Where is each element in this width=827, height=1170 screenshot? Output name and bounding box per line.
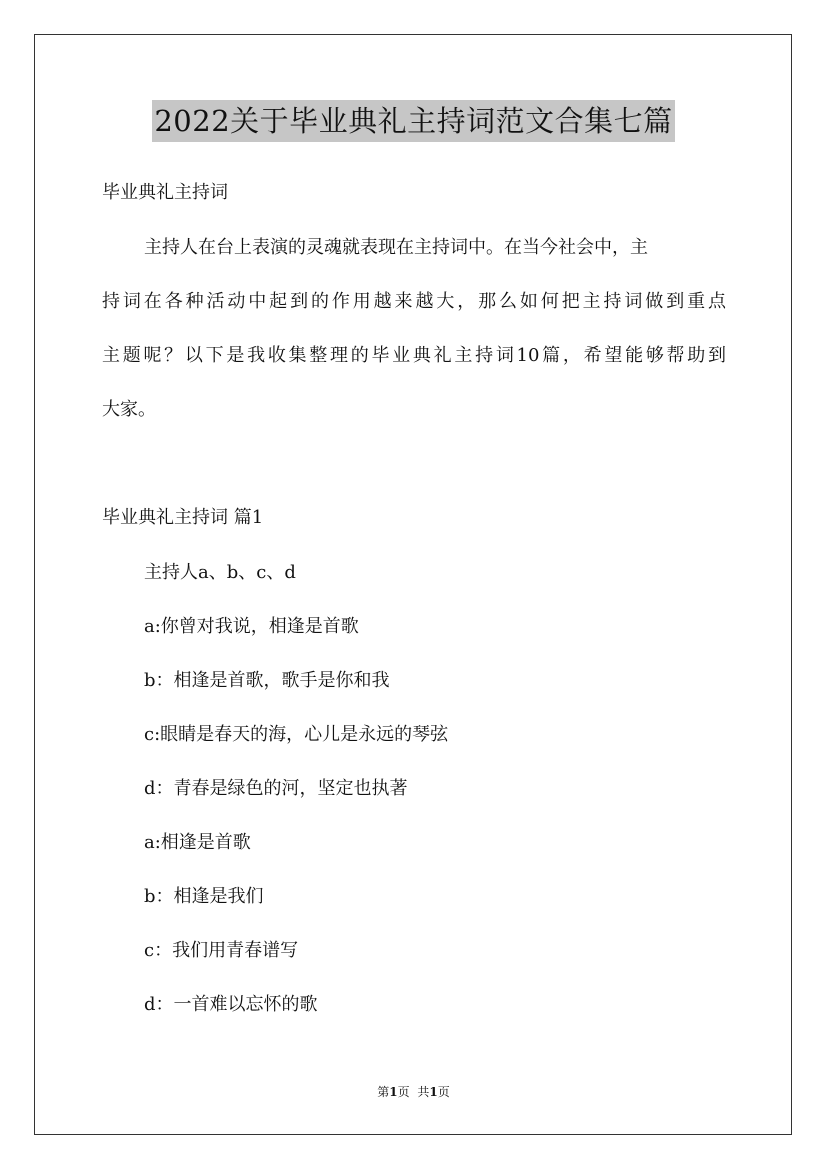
intro-line: 主题呢？以下是我收集整理的毕业典礼主持词10篇，希望能够帮助到 — [102, 345, 726, 366]
footer-page-number: 1 — [389, 1085, 398, 1099]
intro-heading: 毕业典礼主持词 — [102, 182, 228, 203]
footer-page-prefix: 第 — [377, 1085, 390, 1099]
script-line: c:眼睛是春天的海，心儿是永远的琴弦 — [144, 724, 449, 745]
document-title: 2022关于毕业典礼主持词范文合集七篇 — [152, 100, 674, 142]
page-footer — [0, 1084, 827, 1100]
section-heading: 毕业典礼主持词 篇1 — [102, 507, 264, 528]
footer-total-pages: 1 — [429, 1085, 438, 1099]
script-line: d：青春是绿色的河，坚定也执著 — [144, 778, 408, 799]
intro-line: 大家。 — [102, 399, 156, 420]
script-line: a:相逢是首歌 — [144, 832, 251, 853]
footer-page-suffix: 页 — [397, 1085, 410, 1099]
footer-total-prefix: 共 — [417, 1085, 430, 1099]
intro-line: 主持人在台上表演的灵魂就表现在主持词中。在当今社会中，主 — [144, 237, 648, 258]
script-line: b：相逢是我们 — [144, 886, 264, 907]
footer-total-suffix: 页 — [437, 1085, 450, 1099]
script-line: d：一首难以忘怀的歌 — [144, 994, 318, 1015]
script-line: c：我们用青春谱写 — [144, 940, 299, 961]
script-line: 主持人a、b、c、d — [144, 562, 296, 583]
title-container — [0, 100, 827, 142]
script-line: b：相逢是首歌，歌手是你和我 — [144, 670, 390, 691]
script-line: a:你曾对我说，相逢是首歌 — [144, 616, 359, 637]
intro-line: 持词在各种活动中起到的作用越来越大，那么如何把主持词做到重点 — [102, 291, 726, 312]
